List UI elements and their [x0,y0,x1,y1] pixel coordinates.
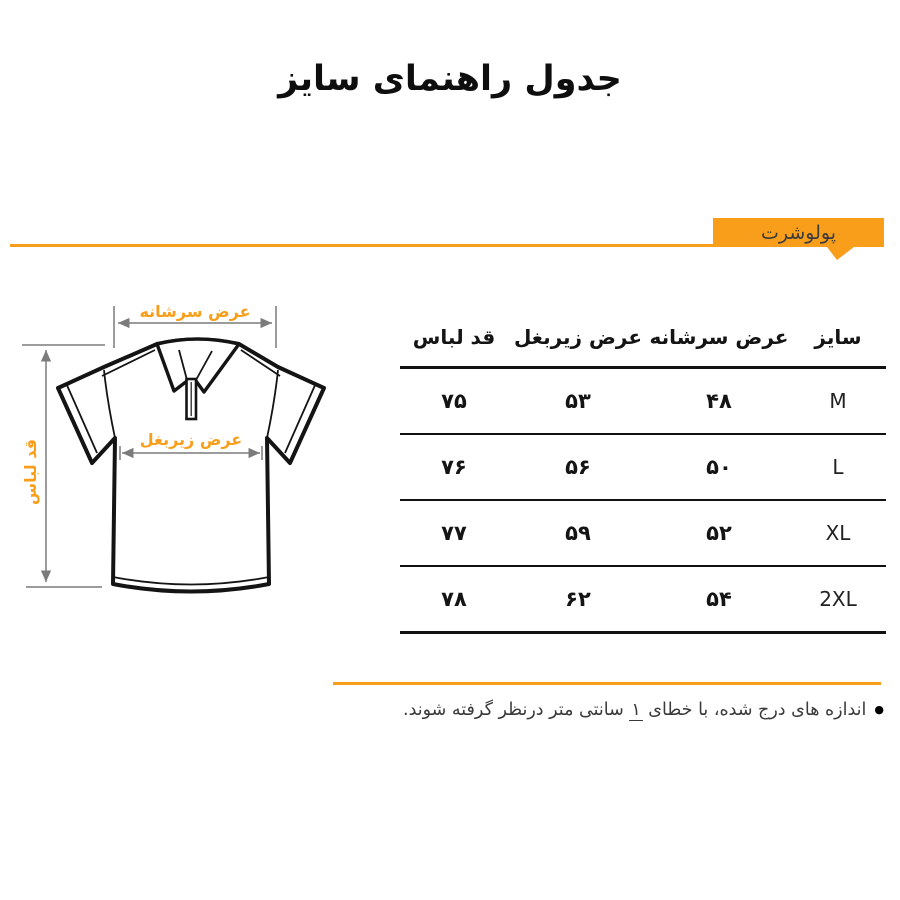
footnote [403,697,884,723]
cell-length: ۷۶ [400,434,508,500]
col-header-underarm-width: عرض زیربغل [508,308,648,368]
cell-shoulder: ۵۲ [648,500,790,566]
cell-underarm: ۶۲ [508,566,648,633]
cell-length: ۷۷ [400,500,508,566]
cell-underarm: ۵۶ [508,434,648,500]
cell-underarm: ۵۳ [508,368,648,435]
banner-tail-pointer [827,247,854,260]
cell-length: ۷۸ [400,566,508,633]
cell-size: L [790,434,886,500]
cell-shoulder: ۴۸ [648,368,790,435]
cell-shoulder: ۵۴ [648,566,790,633]
col-header-shoulder-width: عرض سرشانه [648,308,790,368]
footnote-text-after: سانتی متر درنظر گرفته شوند. [403,700,630,720]
polo-shirt-outline [58,339,324,592]
bullet-dot-icon: ● [874,703,884,716]
col-header-garment-length: قد لباس [400,308,508,368]
cell-size: M [790,368,886,435]
page-title: جدول راهنمای سایز [278,59,622,100]
col-header-size: سایز [790,308,886,368]
footnote-error-value: ۱ [631,700,641,720]
cell-length: ۷۵ [400,368,508,435]
footnote-divider-line [333,682,881,685]
size-table [400,308,886,634]
garment-length-label: قد لباس [21,439,40,505]
table-row-l [400,434,886,500]
shoulder-width-label: عرض سرشانه [139,302,251,321]
cell-size: XL [790,500,886,566]
table-row-2xl [400,566,886,633]
underarm-width-label: عرض زیربغل [139,430,243,449]
table-row-xl [400,500,886,566]
table-row-m [400,368,886,435]
footnote-text-before: اندازه های درج شده، با خطای [642,700,867,720]
polo-shirt-diagram [15,288,387,610]
cell-underarm: ۵۹ [508,500,648,566]
cell-size: 2XL [790,566,886,633]
category-tab [713,218,884,247]
size-table-header-row [400,308,886,368]
category-tab-label: پولوشرت [761,221,836,244]
cell-shoulder: ۵۰ [648,434,790,500]
